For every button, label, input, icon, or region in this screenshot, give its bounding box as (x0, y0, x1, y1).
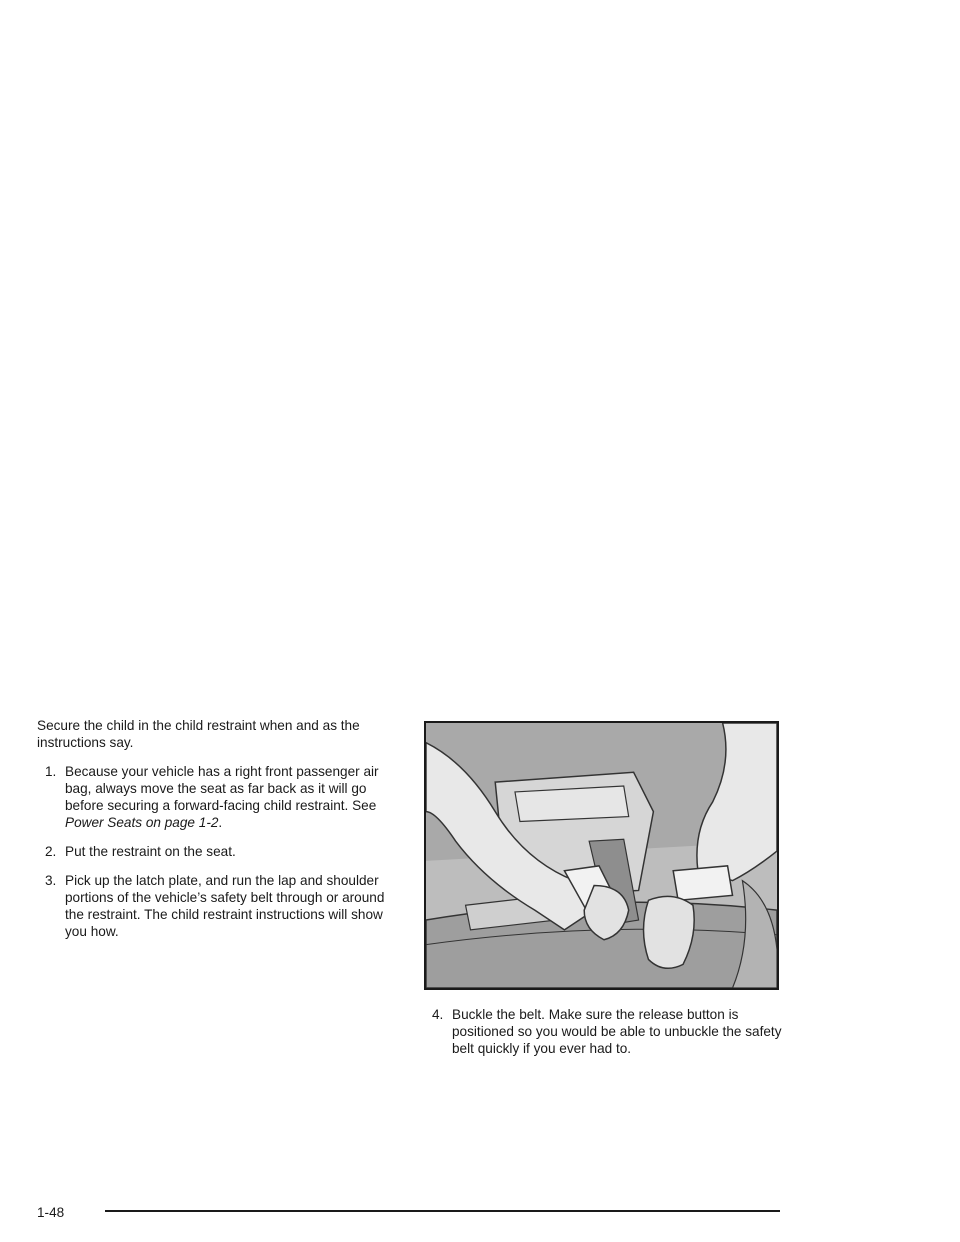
list-item (37, 872, 405, 940)
step-number: 3. (45, 873, 57, 888)
illustration-svg (426, 723, 777, 988)
step-text-after: . (218, 815, 223, 830)
list-item (37, 843, 405, 860)
footer-divider (105, 1210, 780, 1212)
list-item (37, 763, 405, 831)
right-column (424, 1006, 784, 1069)
intro-paragraph: Secure the child in the child restraint when and as the instructions say. (37, 718, 360, 750)
list-item (424, 1006, 784, 1057)
step-text: Put the restraint on the seat. (65, 844, 236, 859)
step-text: Buckle the belt. Make sure the release button is positioned so you would be able to unbuckle the safety belt quickly if you ever had to. (452, 1007, 782, 1056)
step-number: 1. (45, 764, 57, 779)
cross-reference-link[interactable]: Power Seats on page 1-2 (65, 815, 219, 830)
illustration-buckling-child-restraint (424, 721, 779, 990)
step-text: Because your vehicle has a right front passenger air bag, always move the seat as far back as it will go before securing a forward-facing child restraint. See (65, 764, 379, 813)
page-number: 1-48 (37, 1205, 65, 1220)
left-column (37, 717, 405, 952)
steps-list-left (37, 763, 405, 940)
step-number: 4. (432, 1007, 444, 1022)
step-number: 2. (45, 844, 57, 859)
step-text: Pick up the latch plate, and run the lap and shoulder portions of the vehicle’s safety belt through or around the restraint. The child restraint instructions will show you how. (65, 873, 385, 939)
steps-list-right (424, 1006, 784, 1057)
